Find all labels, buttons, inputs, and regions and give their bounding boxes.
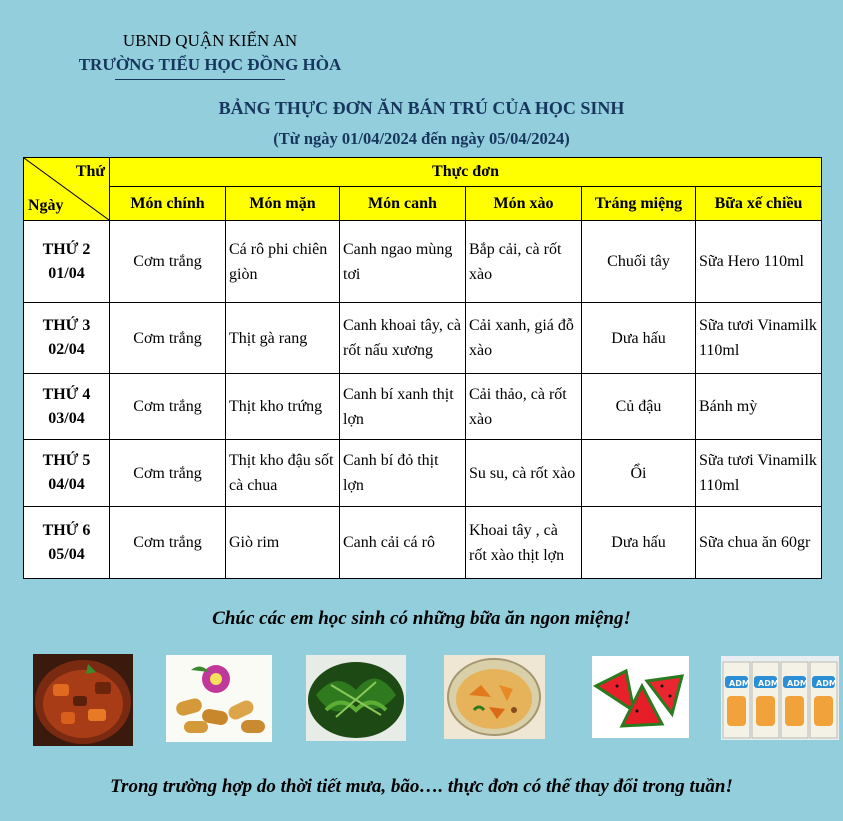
school-name: TRƯỜNG TIỂU HỌC ĐỒNG HÒA [78,55,342,74]
date: 05/04 [48,545,85,563]
stir-fry-cell: Khoai tây , cà rốt xào thịt lợn [466,507,582,579]
column-header: Tráng miệng [582,187,696,221]
weekday-label: Thứ [75,163,105,180]
milk-cartons-photo [721,656,839,740]
salty-dish-cell: Giò rim [226,507,340,579]
menu-title: BẢNG THỰC ĐƠN ĂN BÁN TRÚ CỦA HỌC SINH [218,98,625,118]
menu-row [24,221,822,303]
salty-dish-cell: Cá rô phi chiên giòn [226,221,340,303]
menu-row [24,507,822,579]
dessert-cell: Ổi [582,440,696,507]
main-dish-cell: Cơm trắng [110,507,226,579]
column-header: Bữa xế chiều [696,187,822,221]
day-cell [24,303,110,374]
main-dish-cell: Cơm trắng [110,303,226,374]
soup-cell: Canh bí đỏ thịt lợn [340,440,466,507]
salty-dish-cell: Thịt kho đậu sốt cà chua [226,440,340,507]
day-cell [24,507,110,579]
soup-cell: Canh ngao mùng tơi [340,221,466,303]
date-range: (Từ ngày 01/04/2024 đến ngày 05/04/2024) [273,129,570,148]
weekday: THỨ 3 [42,317,91,334]
date: 02/04 [48,341,85,358]
stir-fry-cell: Cải thảo, cà rốt xào [466,374,582,440]
fried-fish-photo [166,655,272,742]
date: 04/04 [48,476,85,493]
weekday: THỨ 6 [42,521,91,539]
menu-group-header: Thực đơn [110,158,822,187]
stir-fry-cell: Cải xanh, giá đỗ xào [466,303,582,374]
weekday: THỨ 2 [42,240,91,258]
day-cell [24,221,110,303]
afternoon-snack-cell: Sữa chua ăn 60gr [696,507,822,579]
stir-fry-cell: Su su, cà rốt xào [466,440,582,507]
date: 01/04 [48,264,85,282]
column-header: Món canh [340,187,466,221]
date-label: Ngày [28,197,64,214]
carton-brand-text: ADM [758,679,779,688]
day-cell [24,374,110,440]
dessert-cell: Củ đậu [582,374,696,440]
main-dish-cell: Cơm trắng [110,374,226,440]
dessert-cell: Dưa hấu [582,507,696,579]
carton-brand-text: ADM [787,679,808,688]
pumpkin-soup-photo [444,655,545,739]
salty-dish-cell: Thịt gà rang [226,303,340,374]
menu-table [23,157,822,579]
menu-row [24,303,822,374]
menu-row [24,440,822,507]
menu-row [24,374,822,440]
stir-fried-greens-photo [306,655,406,741]
soup-cell: Canh cải cá rô [340,507,466,579]
afternoon-snack-cell: Sữa tươi Vinamilk 110ml [696,440,822,507]
column-header: Món mặn [226,187,340,221]
weekday: THỨ 4 [42,385,91,403]
main-dish-cell: Cơm trắng [110,221,226,303]
date: 03/04 [48,409,85,427]
soup-cell: Canh khoai tây, cà rốt nấu xương [340,303,466,374]
soup-cell: Canh bí xanh thịt lợn [340,374,466,440]
meat-stew-photo [33,654,133,746]
column-header: Món xào [466,187,582,221]
afternoon-snack-cell: Bánh mỳ [696,374,822,440]
footer-note: Trong trường hợp do thời tiết mưa, bão…. thực đơn có thể thay đổi trong tuần! [110,776,733,797]
school-underline [115,79,285,80]
district-name: UBND QUẬN KIẾN AN [122,31,298,50]
salty-dish-cell: Thịt kho trứng [226,374,340,440]
carton-brand-text: ADM [729,679,750,688]
afternoon-snack-cell: Sữa tươi Vinamilk 110ml [696,303,822,374]
dessert-cell: Dưa hấu [582,303,696,374]
wish-message: Chúc các em học sinh có những bữa ăn ngon miệng! [212,608,631,629]
carton-brand-text: ADM [816,679,837,688]
stir-fry-cell: Bắp cải, cà rốt xào [466,221,582,303]
watermelon-photo [592,656,689,738]
dessert-cell: Chuối tây [582,221,696,303]
day-cell [24,440,110,507]
column-header: Món chính [110,187,226,221]
weekday: THỨ 5 [42,452,91,469]
afternoon-snack-cell: Sữa Hero 110ml [696,221,822,303]
main-dish-cell: Cơm trắng [110,440,226,507]
day-corner-header [24,158,110,221]
